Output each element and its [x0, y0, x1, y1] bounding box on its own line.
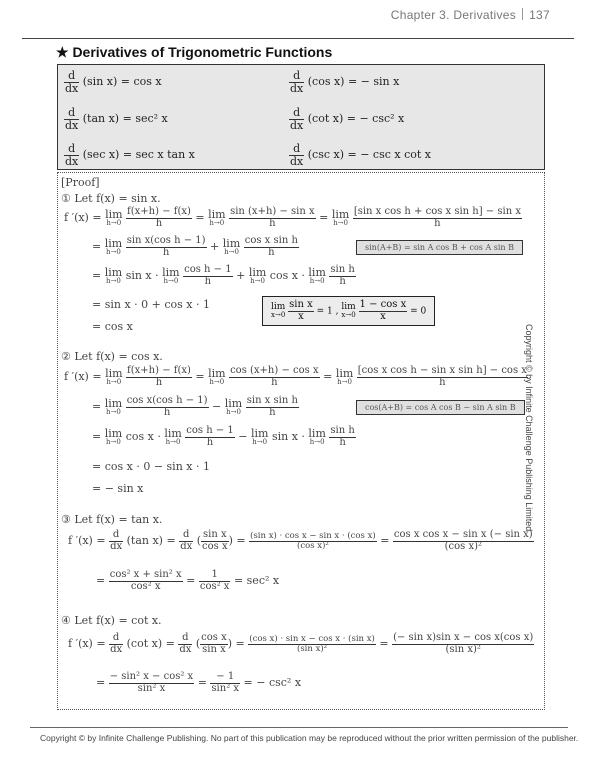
footer-copyright: Copyright © by Infinite Challenge Publishing. No part of this publication may be reproduced without the prior written permission of the publisher. — [40, 733, 579, 743]
header-divider — [522, 8, 523, 20]
limit-facts-box: lim x→0 $\frac{\text{sin x}}{x}$ = 1 , lim x→0 $\frac{\text{1 − cos x}}{x}$ = 0 — [262, 296, 435, 326]
identity-note-sin: sin(A+B) = sin A cos B + cos A sin B — [356, 240, 523, 255]
formula-sec: $\frac{d}{dx}$ (sec x) = sec x tan x — [65, 142, 195, 168]
formula-csc: $\frac{d}{dx}$ (csc x) = − csc x cot x — [290, 142, 431, 168]
proof-label: [Proof] — [61, 176, 100, 189]
side-copyright: Copyright © by Infinite Challenge Publishing Limited — [524, 324, 534, 532]
proof4-line2: = $\frac{\text{− sin² x − cos² x}}{\text{sin² x}}$ = $\frac{- 1}{\text{sin² x}}$ = − csc² x — [96, 671, 302, 694]
proof1-intro: ① Let f(x) = sin x. — [61, 192, 161, 205]
proof4-intro: ④ Let f(x) = cot x. — [61, 614, 162, 627]
proof2-line3: = lim h→0 cos x · lim h→0 $\frac{\text{cos h − 1}}{h}$ − lim h→0 sin x · lim h→0 $\frac{\text{sin h}}{h}$ — [92, 425, 355, 448]
proof1-line1: f ′(x) = lim h→0 $\frac{f(x+h) - f(x)}{h}$ = lim h→0 $\frac{\text{sin (x+h) − sin x}}{h}$ = lim h→0 $\frac{\text{[sin x cos h + cos x sin h] − sin x}}{h}$ — [64, 206, 521, 229]
proof2-line2: = lim h→0 $\frac{\text{cos x(cos h − 1)}}{h}$ − lim h→0 $\frac{\text{sin x sin h}}{h}$ — [92, 395, 298, 418]
proof1-result: = cos x — [92, 320, 133, 333]
proof2-result: = − sin x — [92, 482, 144, 495]
proof2-line1: f ′(x) = lim h→0 $\frac{f(x+h) - f(x)}{h}$ = lim h→0 $\frac{\text{cos (x+h) − cos x}}{h}$ = lim h→0 $\frac{\text{[cos x cos h − sin x sin h] − cos x}}{h}$ — [64, 365, 527, 388]
header-rule — [22, 38, 574, 39]
proof3-line2: = $\frac{\text{cos² x + sin² x}}{\text{cos² x}}$ = $\frac{1}{\text{cos² x}}$ = sec² x — [96, 569, 280, 592]
proof1-line2: = lim h→0 $\frac{\text{sin x(cos h − 1)}}{h}$ + lim h→0 $\frac{\text{cos x sin h}}{h}$ — [92, 235, 298, 258]
proof1-line4: = sin x · 0 + cos x · 1 — [92, 298, 210, 311]
chapter-title: Chapter 3. Derivatives — [390, 8, 517, 22]
proof2-line4: = cos x · 0 − sin x · 1 — [92, 460, 210, 473]
footer-rule — [30, 727, 568, 728]
formula-tan: $\frac{d}{dx}$ (tan x) = sec² x — [65, 106, 168, 132]
section-title: ★ Derivatives of Trigonometric Functions — [56, 44, 333, 60]
proof3-line1: f ′(x) = $\frac{d}{dx}$ (tan x) = $\frac{d}{dx}$ ( $\frac{\text{sin x}}{\text{cos x}}$ ) = $\frac{\text{(sin x) · cos x − sin x · (cos x)}}{\text{(cos x)²}}$ = $\frac{\text{cos x cos x − sin x (− sin x)}}{\text{(cos x)²}}$ — [68, 529, 533, 552]
page-header — [391, 8, 550, 22]
formula-cos: $\frac{d}{dx}$ (cos x) = − sin x — [290, 69, 400, 95]
proof3-intro: ③ Let f(x) = tan x. — [61, 513, 163, 526]
formula-cot: $\frac{d}{dx}$ (cot x) = − csc² x — [290, 106, 405, 132]
formula-sin: $\frac{d}{dx}$ (sin x) = cos x — [65, 69, 162, 95]
page-number: 137 — [529, 8, 550, 22]
proof2-intro: ② Let f(x) = cos x. — [61, 350, 163, 363]
identity-note-cos: cos(A+B) = cos A cos B − sin A sin B — [356, 400, 525, 415]
proof1-line3: = lim h→0 sin x · lim h→0 $\frac{\text{cos h − 1}}{h}$ + lim h→0 cos x · lim h→0 $\frac{\text{sin h}}{h}$ — [92, 264, 355, 287]
proof4-line1: f ′(x) = $\frac{d}{dx}$ (cot x) = $\frac{d}{dx}$ ( $\frac{\text{cos x}}{\text{sin x}}$ ) = $\frac{\text{(cos x) · sin x − cos x · (sin x)}}{\text{(sin x)²}}$ = $\frac{\text{(− sin x)sin x − cos x(cos x)}}{\text{(sin x)²}}$ — [68, 632, 534, 655]
